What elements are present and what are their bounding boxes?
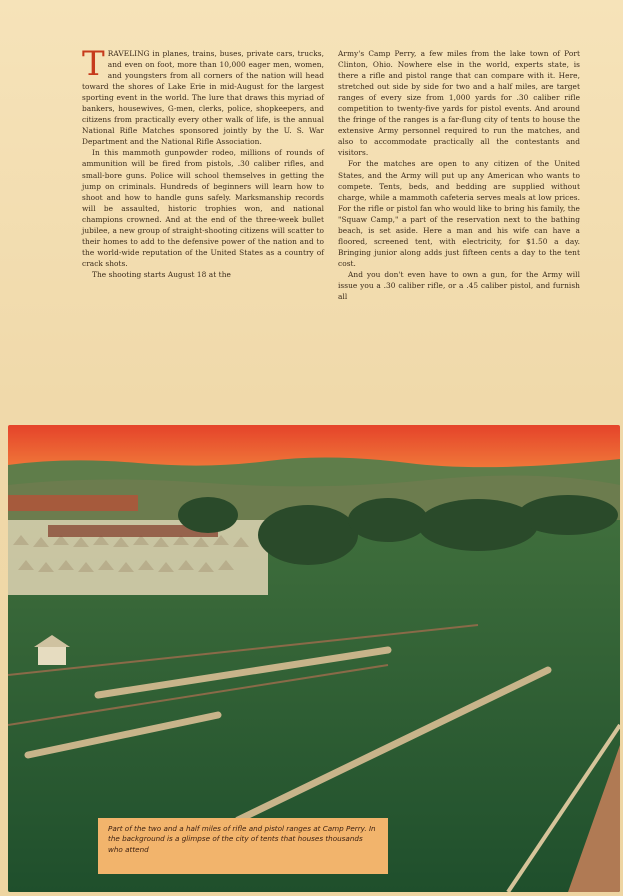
paragraph: The shooting starts August 18 at the [92, 269, 231, 279]
article-column-right [338, 48, 580, 302]
paragraph: In this mammoth gunpowder rodeo, millions of rounds of ammunition will be fired from pistols, .30 caliber rifles, and small-bore guns. Police will school themselves in getting the jump on criminals. Hundreds of beginners will learn how to shoot and how to handle guns safely. Marksmanship records will be assaulted, historic trophies won, and national champions crowned. And at the end of the three-week bullet jubilee, a new group of straight-shooting citizens will scatter to their homes to add to the defensive power of the nation and to the world-wide reputation of the United States as a country of crack shots. [82, 148, 324, 268]
article-column-left [82, 44, 324, 280]
drop-cap: T [82, 44, 105, 84]
paragraph-text: RAVELING in planes, trains, buses, private cars, trucks, and even on foot, more than 10,000 eager men, women, and youngsters from all corners of the nation will head toward the shores of Lake Erie in mid-August for the largest sporting event in the world. The lure that draws this myriad of bankers, housewives, G-men, clerks, police, shopkeepers, and citizens from practically every other walk of life, is the annual National Rifle Matches sponsored jointly by the U. S. War Department and the National Rifle Association. [82, 49, 324, 147]
paragraph: Army's Camp Perry, a few miles from the lake town of Port Clinton, Ohio. Nowhere else in the world, experts state, is there a rifle and pistol range that can compare with it. Here, stretched out side by side for two and a half miles, are target ranges of every size from 1,000 yards for .30 caliber rifle competition to twenty-five yards for pistol events. And around the fringe of the ranges is a far-flung city of tents to house the extensive Army personnel required to run the matches, and also to accommodate practically all the contestants and visitors. [338, 49, 580, 158]
paragraph [82, 44, 324, 147]
paragraph: For the matches are open to any citizen of the United States, and the Army will put up any American who wants to compete. Tents, beds, and bedding are supplied without charge, while a mammoth cafeteria serves meals at low prices. For the rifle or pistol fan who would like to bring his family, the "Squaw Camp," a part of the reservation next to the bathing beach, is set aside. Here a man and his wife can have a floored, screened tent, with electricity, for $1.50 a day. Bringing junior along adds just fifteen cents a day to the tent cost. [338, 159, 580, 268]
paragraph: And you don't even have to own a gun, for the Army will issue you a .30 caliber rifle, or a .45 caliber pistol, and furnish all [338, 269, 580, 302]
photo-caption: Part of the two and a half miles of rifle and pistol ranges at Camp Perry. In the background is a glimpse of the city of tents that houses thousands who attend [98, 818, 388, 874]
